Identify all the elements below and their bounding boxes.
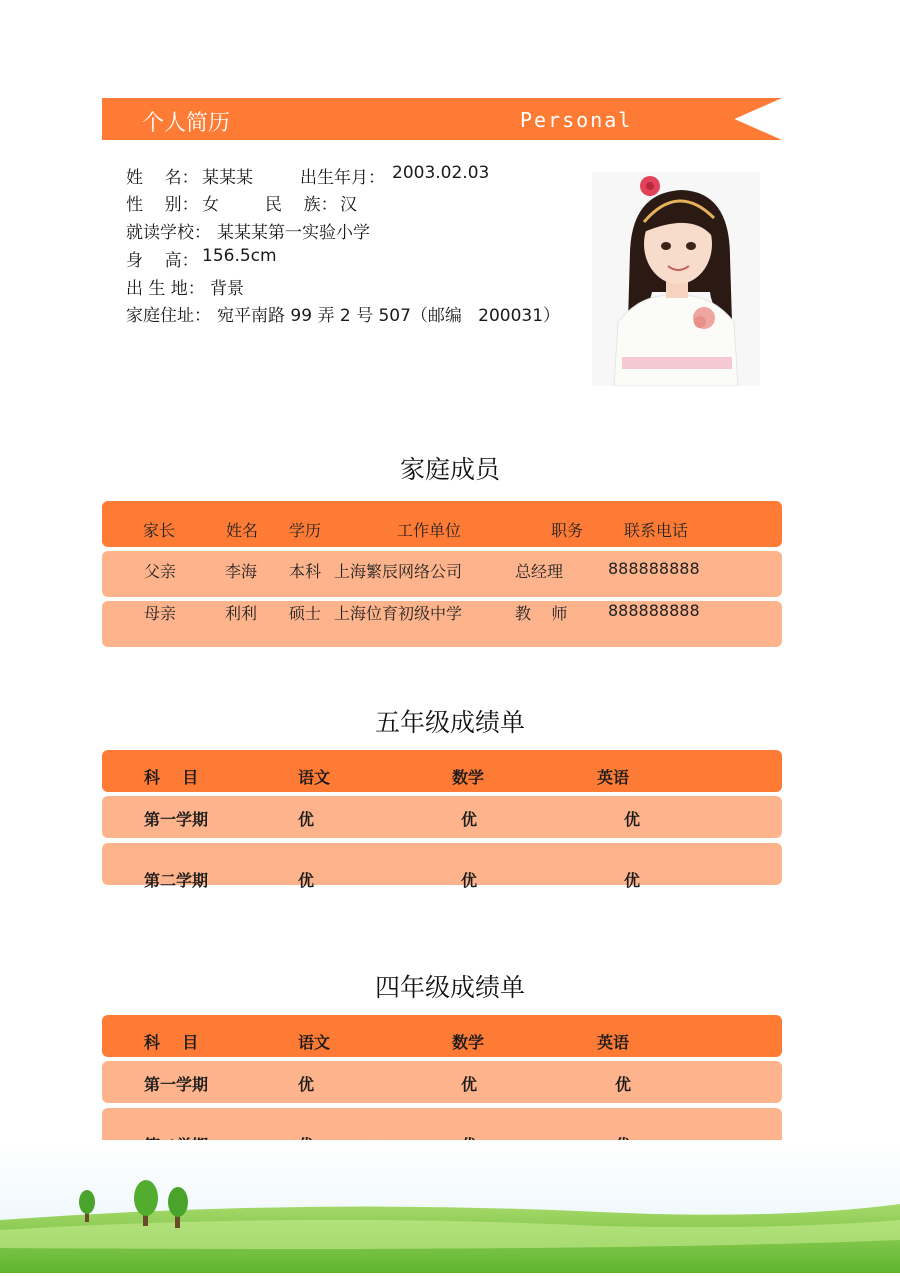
family-row1-position: 总经理: [515, 562, 564, 581]
grade5-title: 五年级成绩单: [374, 708, 525, 737]
height-value: 156.5cm: [202, 246, 277, 266]
family-header-parent: 家长: [143, 521, 176, 540]
grade5-row1-english: 优: [624, 810, 641, 829]
family-row2-name: 利利: [225, 604, 258, 623]
profile-photo: [592, 172, 760, 386]
grade4-row1-math: 优: [461, 1075, 478, 1094]
family-title: 家庭成员: [399, 455, 500, 484]
family-row2-position: 教 师: [515, 604, 568, 623]
grade5-header-english: 英语: [597, 768, 630, 787]
grade4-header-row: [102, 1015, 782, 1057]
grade5-row2-term: 第二学期: [144, 871, 209, 890]
grade4-title: 四年级成绩单: [374, 973, 525, 1002]
grade5-header-math: 数学: [452, 768, 485, 787]
birth-value: 2003.02.03: [392, 163, 490, 183]
grade4-header-english: 英语: [597, 1033, 630, 1052]
family-row1-phone: 888888888: [608, 559, 700, 578]
gender-value: 女: [202, 195, 219, 215]
grade5-header-row: [102, 750, 782, 792]
family-row2-employer: 上海位育初级中学: [334, 604, 463, 623]
grade4-header-subject: 科 目: [144, 1033, 199, 1052]
grade5-header-subject: 科 目: [144, 768, 199, 787]
grade4-row1-term: 第一学期: [144, 1075, 209, 1094]
birthplace-value: 背景: [210, 279, 244, 299]
family-row2-phone: 888888888: [608, 601, 700, 620]
family-row1-parent: 父亲: [144, 562, 177, 581]
grade4-row1-chinese: 优: [298, 1075, 315, 1094]
grade4-header-math: 数学: [452, 1033, 485, 1052]
birth-label: 出生年月：: [300, 168, 385, 188]
grade5-row1-term: 第一学期: [144, 810, 209, 829]
family-row1-name: 李海: [225, 562, 258, 581]
family-header-employer: 工作单位: [397, 521, 462, 540]
grade4-header-chinese: 语文: [298, 1033, 331, 1052]
grade5-row2-chinese: 优: [298, 871, 315, 890]
birthplace-label: 出 生 地：: [126, 279, 205, 299]
school-value: 某某某第一实验小学: [217, 223, 370, 243]
family-header-education: 学历: [289, 521, 322, 540]
address-value: 宛平南路 99 弄 2 号 507（邮编 200031）: [217, 306, 561, 326]
header-subtitle: Personal: [520, 108, 633, 132]
family-row2-education: 硕士: [289, 604, 322, 623]
family-row1-employer: 上海繁辰网络公司: [334, 562, 463, 581]
grade5-row1-chinese: 优: [298, 810, 315, 829]
family-header-phone: 联系电话: [624, 521, 689, 540]
grade4-row1-english: 优: [615, 1075, 632, 1094]
ethnicity-value: 汉: [340, 195, 357, 215]
family-header-position: 职务: [551, 521, 584, 540]
landscape-decoration: [0, 1080, 900, 1273]
name-label: 姓 名：: [126, 168, 199, 188]
family-row2-parent: 母亲: [144, 604, 177, 623]
grade5-row2-english: 优: [624, 871, 641, 890]
grade5-header-chinese: 语文: [298, 768, 331, 787]
gender-label: 性 别：: [126, 195, 199, 215]
ethnicity-label: 民 族：: [265, 195, 338, 215]
grade5-row2-math: 优: [461, 871, 478, 890]
family-header-name: 姓名: [226, 521, 259, 540]
name-value: 某某某: [202, 168, 253, 188]
grade5-row1-math: 优: [461, 810, 478, 829]
family-row1-education: 本科: [289, 562, 322, 581]
school-label: 就读学校：: [126, 223, 211, 243]
height-label: 身 高：: [126, 251, 199, 271]
address-label: 家庭住址：: [126, 306, 211, 326]
header-title: 个人简历: [142, 111, 231, 136]
